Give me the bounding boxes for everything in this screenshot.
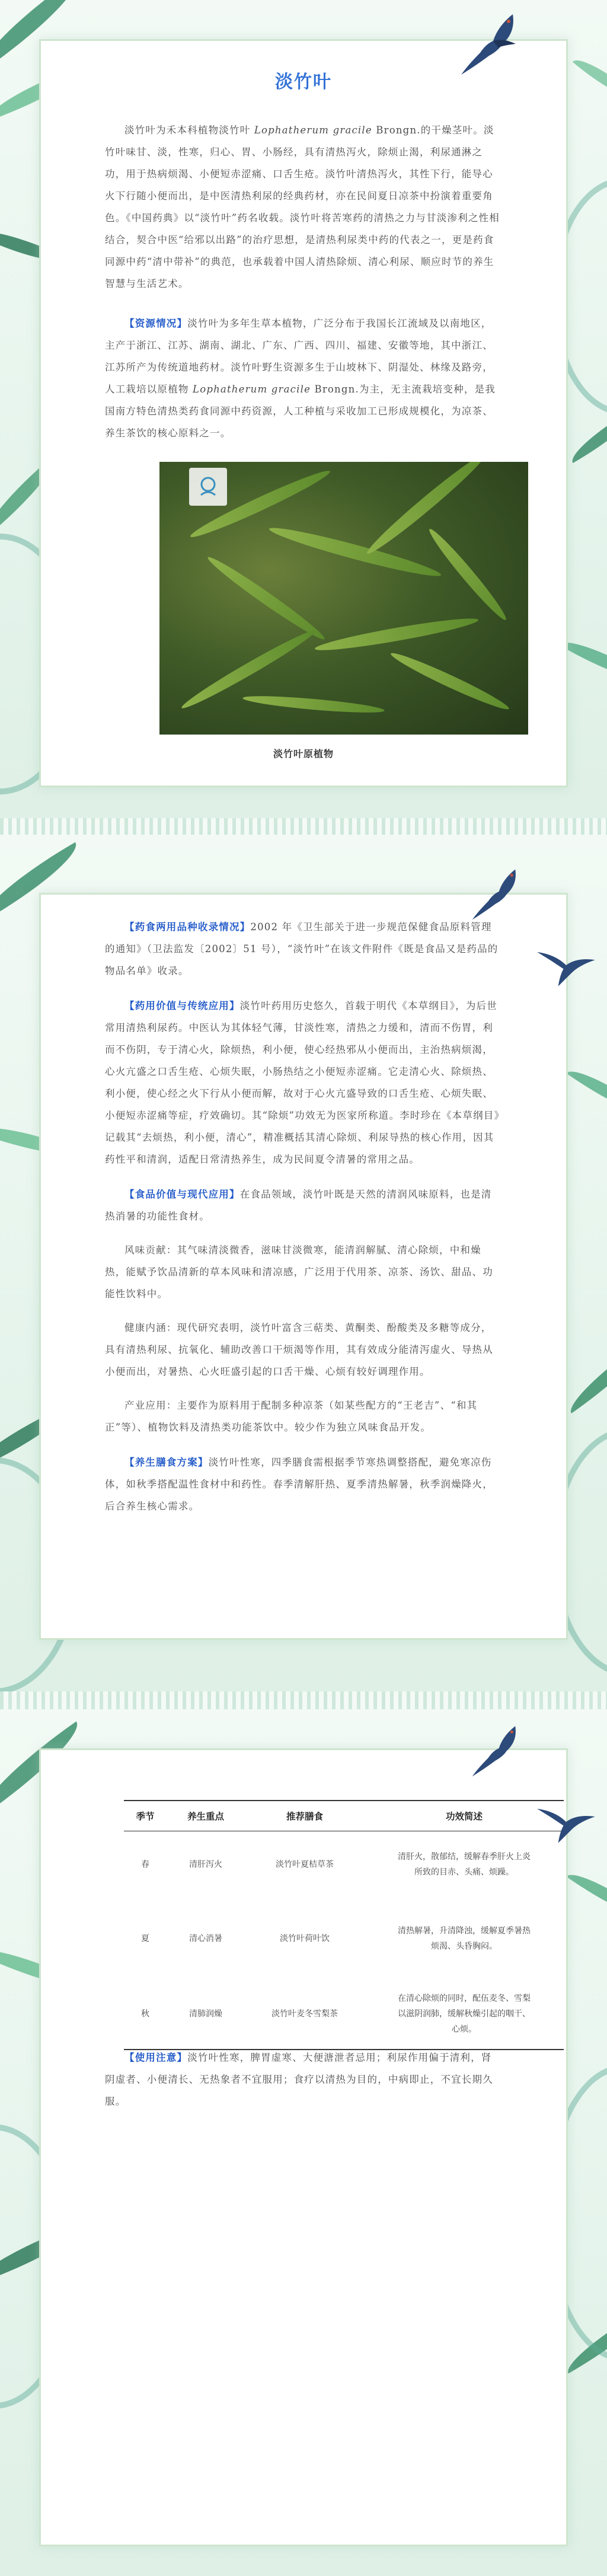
caution-paragraph [105, 2047, 502, 2112]
seasonal-diet-table [124, 1800, 564, 2050]
table-cell: 淡竹叶荷叶饮 [280, 1933, 330, 1943]
panel-intro [0, 0, 607, 818]
table-cell-text: 清热解暑，升清降浊，缓解夏季暑热烦渴、头昏胸闷。 [398, 1926, 531, 1951]
swallow-icon [468, 864, 528, 924]
table-cell: 春 [141, 1859, 149, 1869]
table-cell: 清肺润燥 [167, 1980, 245, 2050]
panel-divider [0, 1691, 607, 1709]
food-paragraph [105, 1183, 502, 1227]
table-cell-text: 清肝火，散郁结，缓解春季肝火上炎所致的目赤、头痛、烦躁。 [398, 1852, 531, 1877]
resource-text-cont: Brongn.为主，无主流栽培变种，是我国南方特色清热类药食同源中药资源，人工种植与采收加工已形成规模化，为凉茶、养生茶饮的核心原料之一。 [105, 384, 496, 439]
panel-divider [0, 818, 607, 835]
swallow-icon [533, 1798, 599, 1846]
resource-paragraph [105, 312, 502, 444]
medicinal-paragraph [105, 995, 502, 1170]
table-cell: 清心消暑 [189, 1933, 222, 1943]
content-card [39, 1748, 568, 2546]
table-cell: 秋 [124, 1980, 167, 2050]
swallow-icon [456, 8, 528, 79]
table-header-row [124, 1801, 564, 1831]
resource-text: 淡竹叶为多年生草本植物，广泛分布于我国长江流域及以南地区，主产于浙江、江苏、湖南、湖北、广东、广西、四川、福建、安徽等地，其中浙江、江苏所产为传统道地药材。淡竹叶野生资源多生于山坡林下、阴湿处、林缘及路旁，人工栽培以原植物 [105, 318, 493, 395]
bamboo-leaf-decoration [573, 50, 607, 107]
swallow-icon [533, 941, 599, 989]
caution-text: 淡竹叶性寒，脾胃虚寒、大便溏泄者忌用；利尿作用偏于清利，肾阴虚者、小便清长、无热象者不宜服用；食疗以清热为目的，中病即止，不宜长期久服。 [105, 2052, 493, 2107]
content-card [39, 39, 568, 787]
intro-text: 淡竹叶为禾本科植物淡竹叶 [124, 125, 254, 136]
table-row [124, 1831, 564, 1898]
swallow-icon [468, 1721, 528, 1780]
page-title: 淡竹叶 [275, 72, 332, 92]
bamboo-leaf-decoration [567, 1863, 607, 1928]
bamboo-leaf-decoration [564, 407, 607, 463]
section-label-food: 【食品价值与现代应用】 [124, 1189, 240, 1200]
food-text: 在食品领域，淡竹叶既是天然的清润风味原料，也是清热消暑的功能性食材。 [105, 1189, 492, 1222]
catalog-paragraph [105, 916, 502, 982]
table-header: 功效简述 [365, 1801, 564, 1831]
table-cell: 淡竹叶麦冬雪梨茶 [245, 1980, 365, 2050]
content-card [39, 893, 568, 1640]
panel-seasonal [0, 1709, 607, 2576]
table-header: 推荐膳食 [245, 1801, 365, 1831]
diet-text: 淡竹叶性寒，四季膳食需根据季节寒热调整搭配，避免寒凉伤体，如秋季搭配温性食材中和药性。春季清解肝热、夏季清热解暑，秋季润燥降火，后合养生核心需求。 [105, 1457, 493, 1512]
plant-photo [159, 462, 528, 735]
table-header: 养生重点 [167, 1801, 245, 1831]
table-cell: 淡竹叶夏桔草茶 [276, 1859, 334, 1869]
bamboo-leaf-decoration [561, 1341, 607, 1413]
panel-value [0, 835, 607, 1691]
table-cell [365, 1980, 564, 2050]
table-cell: 夏 [141, 1933, 149, 1943]
section-label-caution: 【使用注意】 [124, 2052, 188, 2063]
photo-caption: 淡竹叶原植物 [273, 748, 334, 759]
section-label-medicinal: 【药用价值与传统应用】 [124, 1000, 240, 1011]
catalog-text: 2002 年《卫生部关于进一步规范保健食品原料管理的通知》（卫法监发〔2002〕51 号），“淡竹叶”在该文件附件《既是食品又是药品的物品名单》收录。 [105, 921, 499, 976]
intro-paragraph [105, 119, 502, 295]
table-header: 季节 [124, 1801, 167, 1831]
logo-icon [189, 468, 227, 506]
latin-name: Lophatherum gracile [254, 125, 372, 136]
health-paragraph: 健康内涵：现代研究表明，淡竹叶富含三萜类、黄酮类、酚酸类及多糖等成分，具有清热利尿、抗氧化、辅助改善口干烦渴等作用，其有效成分能清泻虚火、导热从小便而出，对暑热、心火旺盛引起的口舌干燥、心烦有较好调理作用。 [105, 1322, 493, 1377]
section-label-catalog: 【药食两用品种收录情况】 [124, 921, 251, 933]
section-label-resource: 【资源情况】 [124, 318, 188, 329]
table-cell-text: 在清心除烦的同时，配伍麦冬、雪梨以滋阴润肺，缓解秋燥引起的咽干、心烦。 [398, 1994, 531, 2034]
section-label-diet: 【养生膳食方案】 [124, 1457, 209, 1468]
latin-name: Lophatherum gracile [193, 384, 311, 395]
table-cell [365, 1898, 564, 1980]
bamboo-leaf-decoration [567, 1060, 607, 1125]
table-cell: 清肝泻火 [189, 1859, 222, 1869]
table-row [124, 1980, 564, 2050]
diet-paragraph [105, 1451, 502, 1517]
medicinal-text: 淡竹叶药用历史悠久，首载于明代《本草纲目》，为后世常用清热利尿药。中医认为其体轻气薄，甘淡性寒，清热之力缓和，清而不伤胃，利而不伤阴，专于清心火，除烦热，利小便，使心经热邪从小便而出，主治热病烦渴，心火亢盛之口舌生疮、心烦失眠，小肠热结之小便短赤涩痛。它走清心火、除烦热、利小便，使心经之火下行从小便而解，故对于心火亢盛导致的口舌生疮、心烦失眠、小便短赤涩痛等症，疗效确切。其“除烦”功效无为医家所称道。李时珍在《本草纲目》记载其“去烦热，利小便，清心”，精准概括其清心除烦、利尿导热的核心作用，因其药性平和清润，适配日常清热养生，成为民间夏令清暑的常用之品。 [105, 1000, 500, 1165]
table-row [124, 1898, 564, 1980]
intro-text-cont: Brongn.的干燥茎叶。淡竹叶味甘、淡，性寒，归心、胃、小肠经，具有清热泻火，除烦止渴，利尿通淋之功，用于热病烦渴、小便短赤涩痛、口舌生疮。淡竹叶清热泻火，其性下行，能导心火下行随小便而出，是中医清热利尿的经典药材，亦在民间夏日凉茶中扮演着重要角色。《中国药典》以“淡竹叶”药名收载。淡竹叶将苦寒药的清热之力与甘淡渗利之性相结合，契合中医“给邪以出路”的治疗思想，是清热利尿类中药的代表之一，更是药食同源中药“清中带补”的典范，也承载着中国人清热除烦、清心利尿、顺应时节的养生智慧与生活艺术。 [105, 125, 500, 289]
industry-paragraph: 产业应用：主要作为原料用于配制多种凉茶（如某些配方的“王老吉”、“和其正”等）、植物饮料及清热类功能茶饮中。较少作为独立风味食品开发。 [105, 1400, 478, 1433]
flavor-paragraph: 风味贡献：其气味清淡微香，滋味甘淡微寒，能清润解腻、清心除烦，中和燥热，能赋予饮品清新的草本风味和清凉感，广泛用于代用茶、凉茶、汤饮、甜品、功能性饮料中。 [105, 1244, 493, 1300]
